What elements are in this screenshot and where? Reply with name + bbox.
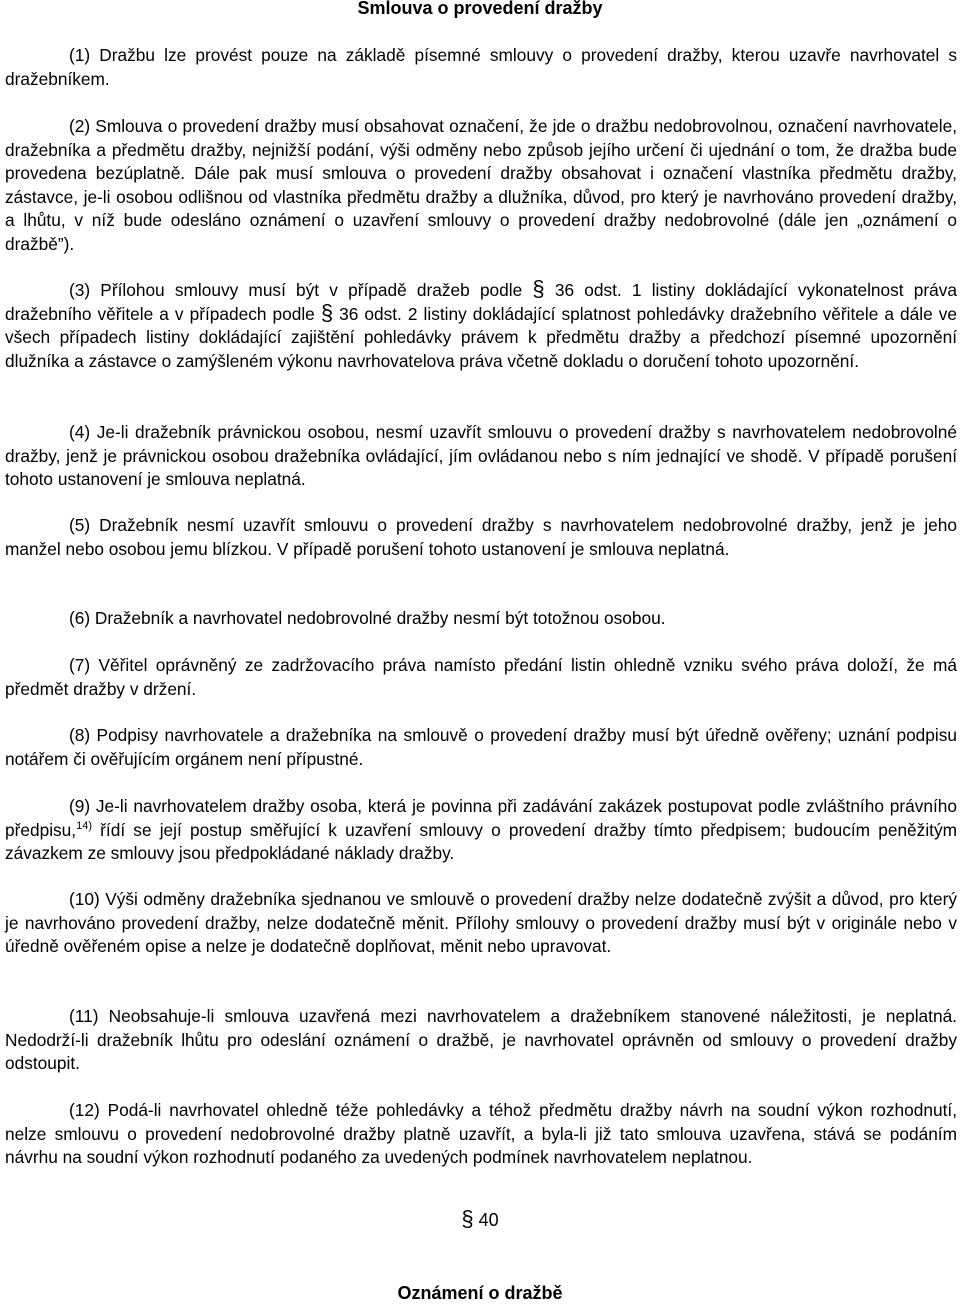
section-number: 40 — [473, 1210, 499, 1230]
paragraph-7: (7) Věřitel oprávněný ze zadržovacího práva namísto předání listin ohledně vzniku svého práva doloží, že má předmět dražby v držení. — [5, 655, 957, 699]
paragraph-9-text-a: (9) Je-li navrhovatelem dražby osoba, která je povinna při zadávání zakázek postupovat podle zvláštního právního předpisu, — [5, 796, 957, 840]
footnote-ref: 14) — [76, 819, 92, 832]
section-sign: § — [532, 276, 545, 301]
page-title: Smlouva o provedení dražby — [357, 0, 603, 18]
paragraph-3-text-c: 36 odst. 2 listiny dokládající splatnost pohledávky dražebního věřitele a dále ve všech případech listiny dokládající zajištění pohledávky právem k předmětu dražby a předchozí písemné upozornění dlužníka a zástavce o zamýšleném výkonu navrhovatelova práva včetně dokladu o doručení tohoto upozornění. — [5, 303, 957, 371]
paragraph-3 — [5, 276, 958, 373]
paragraph-4: (4) Je-li dražebník právnickou osobou, nesmí uzavřít smlouvu o provedení dražby s navrhovatelem nedobrovolné dražby, jenž je právnickou osobou dražebníka ovládající, jím ovládanou nebo s ním jednající ve shodě. V případě porušení tohoto ustanovení je smlouva neplatná. — [5, 422, 957, 490]
paragraph-2: (2) Smlouva o provedení dražby musí obsahovat označení, že jde o dražbu nedobrovolnou, označení navrhovatele, dražebníka a předmětu dražby, nejnižší podání, výši odměny nebo způsob jejího určení či ujednání o tom, že dražba bude provedena bezúplatně. Dále pak musí smlouva o provedení dražby obsahovat i označení vlastníka předmětu dražby, zástavce, je-li osobou odlišnou od vlastníka předmětu dražby a dlužníka, důvod, pro který je navrhováno provedení dražby, a lhůtu, v níž bude odesláno oznámení o uzavření smlouvy o provedení dražby nedobrovolné (dále jen „oznámení o dražbě”). — [5, 116, 957, 254]
paragraph-11: (11) Neobsahuje-li smlouva uzavřená mezi navrhovatelem a dražebníkem stanovené náležitosti, je neplatná. Nedodrží-li dražebník lhůtu pro odeslání oznámení o dražbě, je navrhovatel oprávněn od smlouvy o provedení dražby odstoupit. — [5, 1006, 957, 1074]
paragraph-10: (10) Výši odměny dražebníka sjednanou ve smlouvě o provedení dražby nelze dodatečně zvýšit a důvod, pro který je navrhováno provedení dražby, nelze dodatečně měnit. Přílohy smlouvy o provedení dražby musí být v originále nebo v úředně ověřeném opise a nelze je dodatečně doplňovat, měnit nebo upravovat. — [5, 889, 957, 957]
paragraph-1: (1) Dražbu lze provést pouze na základě písemné smlouvy o provedení dražby, kterou uzavře navrhovatel s dražebníkem. — [5, 45, 957, 89]
paragraph-12: (12) Podá-li navrhovatel ohledně téže pohledávky a téhož předmětu dražby návrh na soudní výkon rozhodnutí, nelze smlouvu o provedení nedobrovolné dražby platně uzavřít, a byla-li již tato smlouva uzavřena, stává se podáním návrhu na soudní výkon rozhodnutí podaného za uvedených podmínek navrhovatelem neplatnou. — [5, 1100, 957, 1168]
section-sign: § — [320, 299, 334, 325]
paragraph-9 — [5, 795, 957, 866]
paragraph-9-text-b: řídí se její postup směřující k uzavření smlouvy o provedení dražby tímto předpisem; budoucím peněžitým závazkem ze smlouvy jsou předpokládané náklady dražby. — [5, 819, 957, 864]
paragraph-6: (6) Dražebník a navrhovatel nedobrovolné dražby nesmí být totožnou osobou. — [69, 608, 666, 628]
section-sign: § — [461, 1206, 474, 1231]
paragraph-3-text-b: 36 odst. 1 listiny dokládající vykonatelnost práva dražebního věřitele a v případech podle — [5, 280, 958, 324]
paragraph-8: (8) Podpisy navrhovatele a dražebníka na smlouvě o provedení dražby musí být úředně ověřeny; uznání podpisu notářem či ověřujícím orgánem není přípustné. — [5, 725, 957, 769]
next-section-number — [0, 1206, 960, 1231]
paragraph-3-text-a: (3) Přílohou smlouvy musí být v případě dražeb podle — [69, 280, 533, 300]
next-section-title: Oznámení o dražbě — [397, 1283, 563, 1303]
paragraph-5: (5) Dražebník nesmí uzavřít smlouvu o provedení dražby s navrhovatelem nedobrovolné dražby, jenž je jeho manžel nebo osobou jemu blízkou. V případě porušení tohoto ustanovení je smlouva neplatná. — [5, 515, 957, 559]
